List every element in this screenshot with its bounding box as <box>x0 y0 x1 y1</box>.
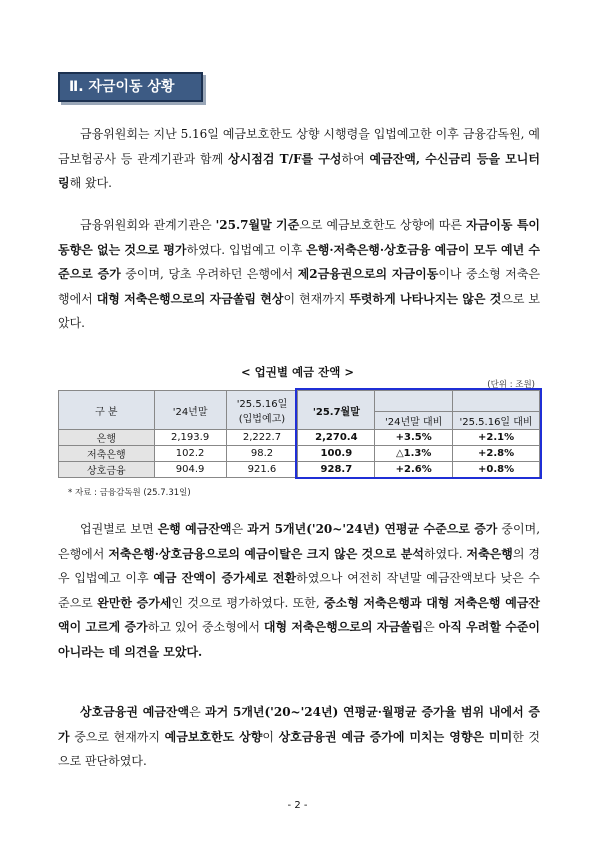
cell-vs-may16: +0.8% <box>453 462 540 478</box>
cell-may16: 921.6 <box>226 462 298 478</box>
cell-jul25: 100.9 <box>298 446 375 462</box>
header-end24: '24년말 <box>154 391 226 430</box>
cell-vs-end24: +2.6% <box>375 462 453 478</box>
cell-end24: 904.9 <box>154 462 226 478</box>
paragraph-mutual-finance: 상호금융권 예금잔액은 과거 5개년('20~'24년) 연평균·월평균 증가율 범위 내에서 증가 중으로 현재까지 예금보호한도 상향이 상호금융권 예금 증가에 미치는 영향은 미미한 것으로 판단하였다. <box>58 705 540 768</box>
cell-may16: 2,222.7 <box>226 430 298 446</box>
deposit-balance-table <box>58 390 540 478</box>
table-row <box>59 430 540 446</box>
paragraph-sector-analysis: 업권별로 보면 은행 예금잔액은 과거 5개년('20~'24년) 연평균 수준으로 증가 중이며, 은행에서 저축은행·상호금융으로의 예금이탈은 크지 않은 것으로 분석하였다. 저축은행의 경우 입법예고 이후 예금 잔액이 증가세로 전환하였으나 여전히 작년말 예금잔액보다 낮은 수준으로 완만한 증가세인 것으로 평가하였다. 또한, 중소형 저축은행과 대형 저축은행 예금잔액이 고르게 증가하고 있어 중소형에서 대형 저축은행으로의 자금쏠림은 아직 우려할 수준이 아니라는 데 의견을 모았다. <box>58 522 541 659</box>
paragraph-monitoring: 금융위원회는 지난 5.16일 예금보호한도 상향 시행령을 입법예고한 이후 금융감독원, 예금보험공사 등 관계기관과 함께 상시점검 T/F를 구성하여 예금잔액, 수신금리 등을 모니터링해 왔다. <box>58 127 540 190</box>
row-label: 상호금융 <box>59 462 155 478</box>
cell-jul25: 928.7 <box>298 462 375 478</box>
table-source-note: * 자료 : 금융감독원 (25.7.31일) <box>68 488 191 498</box>
paragraph-evaluation: 금융위원회와 관계기관은 '25.7월말 기준으로 예금보호한도 상향에 따른 자금이동 특이동향은 없는 것으로 평가하였다. 입법예고 이후 은행·저축은행·상호금융 예금이 모두 예년 수준으로 증가 중이며, 당초 우려하던 은행에서 제2금융권으로의 자금이동이나 중소형 저축은행에서 대형 저축은행으로의 자금쏠림 현상이 현재까지 뚜렷하게 나타나지는 않은 것으로 보았다. <box>58 218 541 330</box>
header-vs-may16: '25.5.16일 대비 <box>453 412 540 430</box>
section-title: Ⅱ. 자금이동 상황 <box>58 72 203 102</box>
page-number: - 2 - <box>287 800 308 811</box>
cell-end24: 102.2 <box>154 446 226 462</box>
row-label: 저축은행 <box>59 446 155 462</box>
cell-end24: 2,193.9 <box>154 430 226 446</box>
header-category: 구 분 <box>59 391 155 430</box>
table-row <box>59 462 540 478</box>
cell-vs-may16: +2.1% <box>453 430 540 446</box>
table-row <box>59 446 540 462</box>
header-vs-end24: '24년말 대비 <box>375 412 453 430</box>
cell-vs-end24: +3.5% <box>375 430 453 446</box>
cell-vs-may16: +2.8% <box>453 446 540 462</box>
header-may16: '25.5.16일 (입법예고) <box>226 391 298 430</box>
cell-vs-end24: △1.3% <box>375 446 453 462</box>
header-jul25: '25.7월말 <box>298 391 375 430</box>
cell-may16: 98.2 <box>226 446 298 462</box>
row-label: 은행 <box>59 430 155 446</box>
table-unit-label: (단위 : 조원) <box>487 380 535 390</box>
cell-jul25: 2,270.4 <box>298 430 375 446</box>
table-caption: < 업권별 예금 잔액 > <box>240 365 355 379</box>
header-spacer-a <box>375 391 453 412</box>
header-spacer-b <box>453 391 540 412</box>
